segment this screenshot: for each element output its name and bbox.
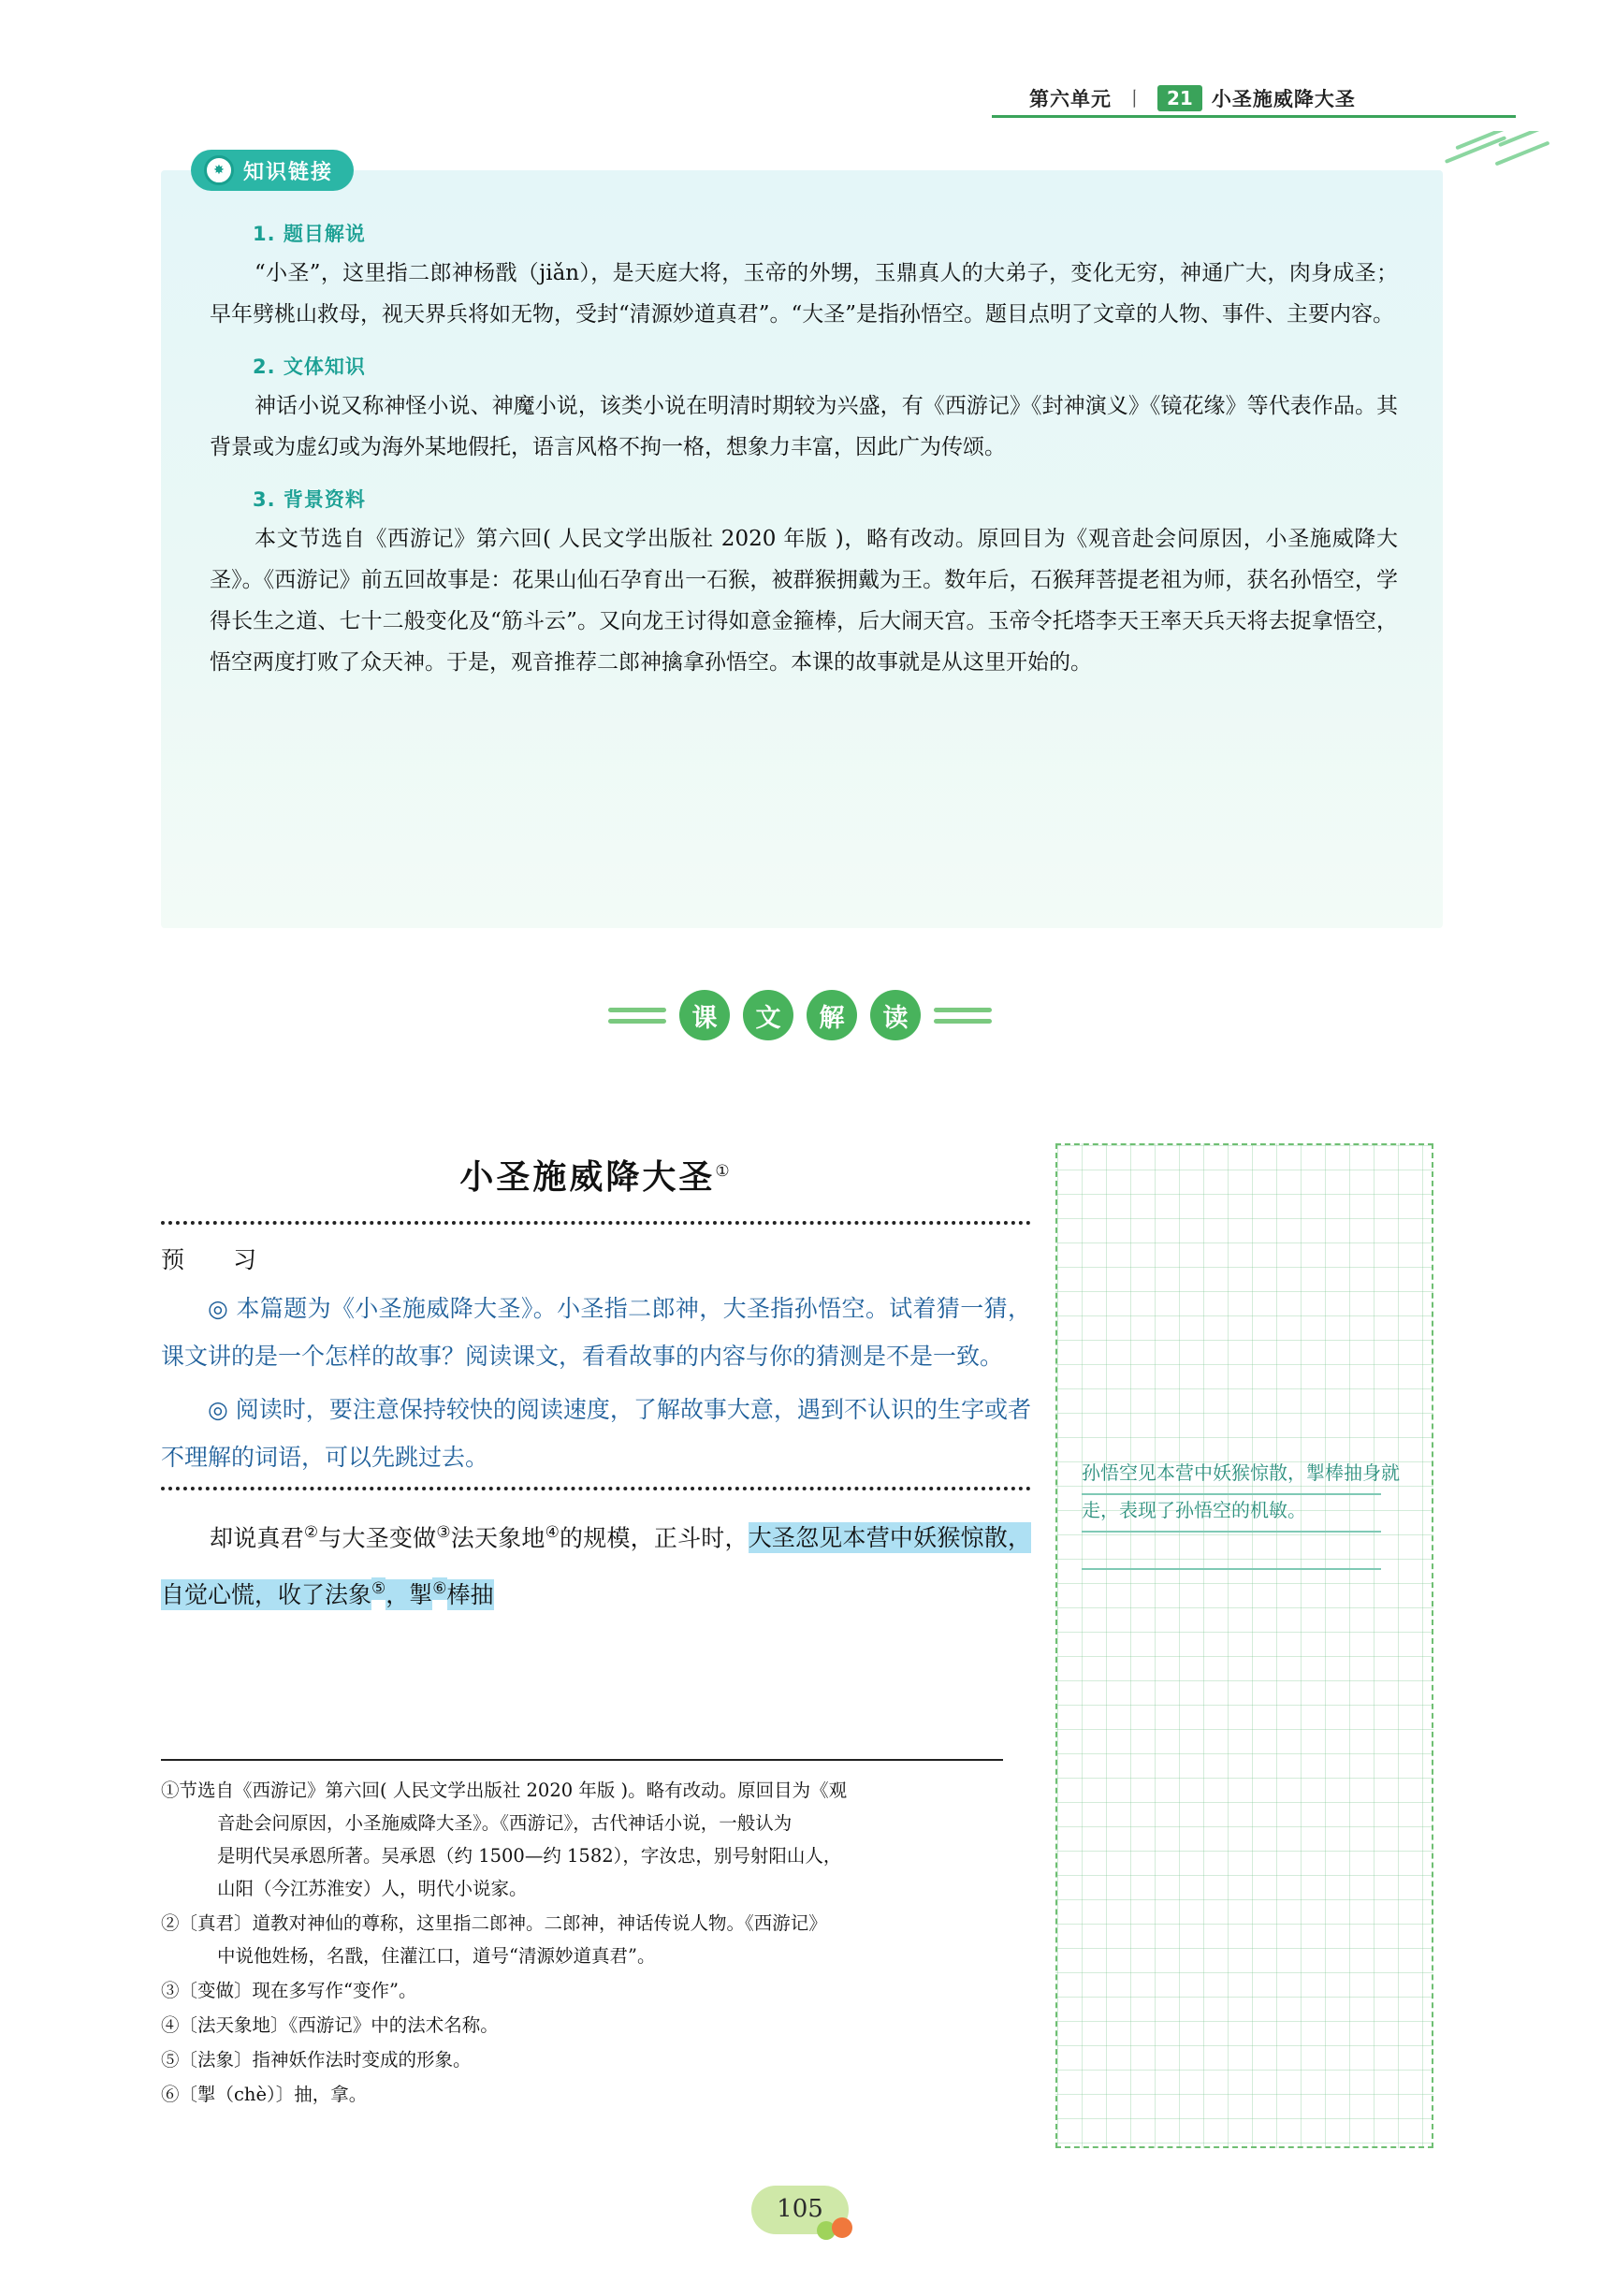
preview-label: 预 习 xyxy=(161,1246,277,1273)
note-underline-3 xyxy=(1082,1568,1381,1570)
lesson-number-badge: 21 xyxy=(1157,85,1202,111)
footnote-marker-4: ④ xyxy=(161,2014,180,2036)
header-decoration-icon xyxy=(1441,131,1563,174)
knowledge-link-badge-label: 知识链接 xyxy=(243,160,334,184)
lesson-title-label: 小圣施威降大圣 xyxy=(1211,88,1356,110)
book-icon: ✸ xyxy=(204,155,234,185)
knowledge-link-body xyxy=(210,215,1398,683)
article-title-footnote-marker: ① xyxy=(715,1162,733,1181)
knowledge-section-text-1: “小圣”，这里指二郎神杨戬（jiǎn），是天庭大将，玉帝的外甥，玉鼎真人的大弟子，变化无穷，神通广大，肉身成圣；早年劈桃山救母，视天界兵将如无物，受封“清源妙道真君”。“大圣”是指孙悟空。题目点明了文章的人物、事件、主要内容。 xyxy=(210,261,1398,327)
article-title xyxy=(161,1151,1031,1199)
footnote-line-3-1: 〔变做〕现在多写作“变作”。 xyxy=(179,1980,417,2001)
body-text-1: 却说真君 xyxy=(210,1524,304,1552)
footnote-line-6-1: 〔掣（chè）〕抽，拿。 xyxy=(179,2084,368,2105)
footnote-1 xyxy=(161,1774,1003,1905)
knowledge-link-panel xyxy=(161,160,1443,928)
page-number-footer xyxy=(0,2186,1600,2242)
divider-dotted-bottom xyxy=(161,1487,1031,1490)
footnote-4 xyxy=(161,2009,1003,2042)
section-title-char-1: 课 xyxy=(679,990,730,1040)
body-footnote-marker-4: ④ xyxy=(545,1523,560,1542)
note-handwriting-text: 孙悟空见本营中妖猴惊散，掣棒抽身就走，表现了孙悟空的机敏。 xyxy=(1082,1461,1400,1521)
footnote-3 xyxy=(161,1974,1003,2007)
preview-item-1: ◎ 本篇题为《小圣施威降大圣》。小圣指二郎神，大圣指孙悟空。试着猜一猜，课文讲的是一个怎样的故事？阅读课文，看看故事的内容与你的猜测是不是一致。 xyxy=(161,1295,1031,1370)
knowledge-section-heading-2: 2. 文体知识 xyxy=(253,356,366,378)
body-footnote-marker-6: ⑥ xyxy=(432,1579,447,1599)
section-title-char-4: 读 xyxy=(870,990,921,1040)
note-grid-panel[interactable] xyxy=(1055,1143,1433,2148)
footnote-line-2-2: 中说他姓杨，名戬，住灌江口，道号“清源妙道真君”。 xyxy=(217,1945,656,1967)
footnote-line-1-1: 节选自《西游记》第六回( 人民文学出版社 2020 年版 )。略有改动。原回目为《观 xyxy=(179,1780,848,1801)
footnote-line-5-1: 〔法象〕指神妖作法时变成的形象。 xyxy=(179,2049,472,2071)
article-body-paragraph xyxy=(161,1507,1031,1620)
section-title-lines-right xyxy=(934,1008,992,1024)
header-separator: 丨 xyxy=(1125,88,1144,110)
footnote-line-4-1: 〔法天象地〕《西游记》中的法术名称。 xyxy=(179,2014,499,2036)
body-text-2: 与大圣变做 xyxy=(318,1524,437,1552)
divider-dotted-top xyxy=(161,1221,1031,1225)
section-title-lines-left xyxy=(608,1008,666,1024)
preview-item-2: ◎ 阅读时，要注意保持较快的阅读速度，了解故事大意，遇到不认识的生字或者不理解的词语，可以先跳过去。 xyxy=(161,1396,1031,1471)
knowledge-link-badge xyxy=(191,150,354,191)
article-title-text: 小圣施威降大圣 xyxy=(459,1157,716,1197)
section-title-char-3: 解 xyxy=(807,990,857,1040)
footnote-5 xyxy=(161,2043,1003,2076)
body-footnote-marker-3: ③ xyxy=(436,1523,451,1542)
body-footnote-marker-5: ⑤ xyxy=(371,1579,386,1599)
note-underline-2 xyxy=(1082,1531,1381,1533)
knowledge-section-heading-1: 1. 题目解说 xyxy=(253,223,366,245)
footnote-marker-6: ⑥ xyxy=(161,2084,180,2105)
footnote-line-1-2: 音赴会问原因，小圣施威降大圣》。《西游记》，古代神话小说，一般认为 xyxy=(217,1812,793,1834)
section-title-char-2: 文 xyxy=(743,990,793,1040)
footnote-marker-2: ② xyxy=(161,1912,180,1934)
footnote-line-1-3: 是明代吴承恩所著。吴承恩（约 1500—约 1582），字汝忠，别号射阳山人， xyxy=(217,1845,842,1867)
footnote-6 xyxy=(161,2078,1003,2111)
header-unit-label: 第六单元 xyxy=(1029,88,1112,110)
header-rule xyxy=(992,115,1516,118)
body-footnote-marker-2: ② xyxy=(303,1523,319,1542)
section-title-reading xyxy=(0,990,1600,1040)
body-highlight-3: 棒抽 xyxy=(446,1580,494,1608)
page-number-bubble xyxy=(751,2186,849,2238)
footnote-marker-1: ① xyxy=(161,1780,180,1801)
article-column xyxy=(161,1151,1031,1620)
header-breadcrumb xyxy=(1029,84,1356,112)
footnote-marker-5: ⑤ xyxy=(161,2049,180,2071)
footnote-line-1-4: 山阳（今江苏淮安）人，明代小说家。 xyxy=(217,1878,528,1899)
body-text-3: 法天象地 xyxy=(450,1524,545,1552)
footnote-marker-3: ③ xyxy=(161,1980,180,2001)
footnote-2 xyxy=(161,1907,1003,1972)
footnote-line-2-1: 〔真君〕道教对神仙的尊称，这里指二郎神。二郎神，神话传说人物。《西游记》 xyxy=(179,1912,827,1934)
knowledge-section-text-2: 神话小说又称神怪小说、神魔小说，该类小说在明清时期较为兴盛，有《西游记》《封神演义》《镜花缘》等代表作品。其背景或为虚幻或为海外某地假托，语言风格不拘一格，想象力丰富，因此广为传颂。 xyxy=(210,394,1398,459)
body-text-4: 的规模，正斗时， xyxy=(560,1524,749,1552)
footnotes-block xyxy=(161,1759,1003,2113)
knowledge-section-text-3: 本文节选自《西游记》第六回( 人民文学出版社 2020 年版 )，略有改动。原回目为《观音赴会问原因，小圣施威降大圣》。《西游记》前五回故事是：花果山仙石孕育出一石猴，被群猴拥戴为王。数年后，石猴拜菩提老祖为师，获名孙悟空，学得长生之道、七十二般变化及“筋斗云”。又向龙王讨得如意金箍棒，后大闹天宫。玉帝令托塔李天王率天兵天将去捉拿悟空，悟空两度打败了众天神。于是，观音推荐二郎神擒拿孙悟空。本课的故事就是从这里开始的。 xyxy=(210,527,1398,675)
body-highlight-1: 大圣忽见本营中妖猴惊散，自觉心慌，收了法象 xyxy=(161,1524,1031,1608)
knowledge-section-heading-3: 3. 背景资料 xyxy=(253,488,366,511)
note-underline-1 xyxy=(1082,1493,1381,1495)
body-highlight-2: ，掣 xyxy=(385,1580,433,1608)
page-header xyxy=(0,73,1600,120)
page-number-value: 105 xyxy=(777,2195,823,2223)
